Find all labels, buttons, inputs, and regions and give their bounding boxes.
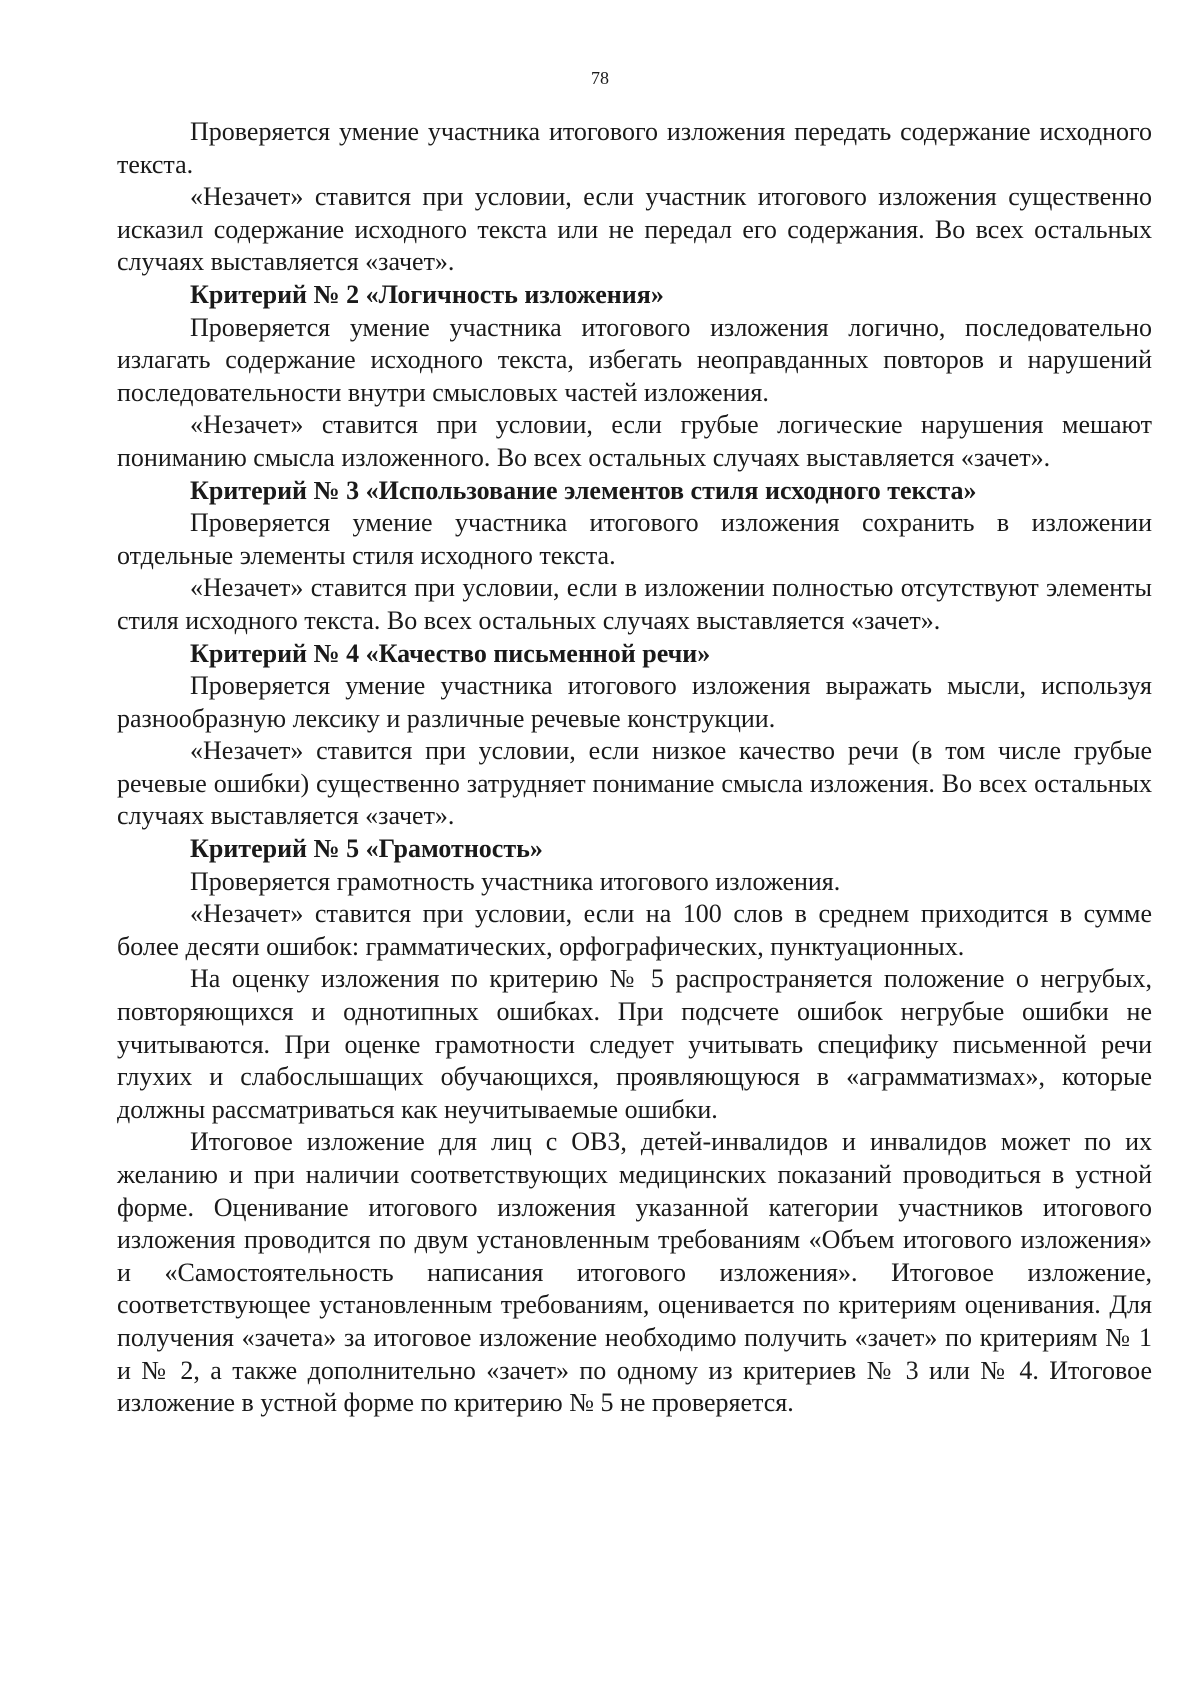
section-heading: Критерий № 4 «Качество письменной речи» (190, 638, 711, 668)
section-heading: Критерий № 5 «Грамотность» (190, 834, 543, 864)
paragraph: «Незачет» ставится при условии, если участник итогового изложения существенно исказил содержание исходного текста или не передал его содержания. Во всех остальных случаях выставляется «зачет». (117, 182, 1152, 277)
paragraph: Проверяется умение участника итогового изложения выражать мысли, используя разнообразную лексику и различные речевые конструкции. (117, 671, 1152, 733)
paragraph: На оценку изложения по критерию № 5 распространяется положение о негрубых, повторяющихся и однотипных ошибках. При подсчете ошибок негрубые ошибки не учитываются. При оценке грамотности следует учитывать специфику письменной речи глухих и слабослышащих обучающихся, проявляющуюся в «аграмматизмах», которые должны рассматриваться как неучитываемые ошибки. (117, 964, 1152, 1124)
paragraph: «Незачет» ставится при условии, если на 100 слов в среднем приходится в сумме более десяти ошибок: грамматических, орфографических, пунктуационных. (117, 899, 1152, 961)
page-number: 78 (591, 68, 609, 88)
section-heading: Критерий № 2 «Логичность изложения» (190, 279, 664, 309)
paragraph: Итоговое изложение для лиц с ОВЗ, детей-инвалидов и инвалидов может по их желанию и при наличии соответствующих медицинских показаний проводиться в устной форме. Оценивание итогового изложения указанной категории участников итогового изложения проводится по двум установленным требованиям «Объем итогового изложения» и «Самостоятельность написания итогового изложения». Итоговое изложение, соответствующее установленным требованиям, оценивается по критериям оценивания. Для получения «зачета» за итоговое изложение необходимо получить «зачет» по критериям № 1 и № 2, а также дополнительно «зачет» по одному из критериев № 3 или № 4. Итоговое изложение в устной форме по критерию № 5 не проверяется. (117, 1127, 1152, 1418)
paragraph: Проверяется грамотность участника итогового изложения. (190, 866, 841, 896)
paragraph: Проверяется умение участника итогового изложения передать содержание исходного текста. (117, 117, 1152, 179)
paragraph: «Незачет» ставится при условии, если грубые логические нарушения мешают пониманию смысла изложенного. Во всех остальных случаях выставляется «зачет». (117, 410, 1152, 472)
section-heading: Критерий № 3 «Использование элементов стиля исходного текста» (190, 475, 977, 505)
paragraph: «Незачет» ставится при условии, если низкое качество речи (в том числе грубые речевые ошибки) существенно затрудняет понимание смысла изложения. Во всех остальных случаях выставляется «зачет». (117, 736, 1152, 831)
document-body (117, 116, 1152, 1420)
paragraph: Проверяется умение участника итогового изложения сохранить в изложении отдельные элементы стиля исходного текста. (117, 508, 1152, 570)
paragraph: Проверяется умение участника итогового изложения логично, последовательно излагать содержание исходного текста, избегать неоправданных повторов и нарушений последовательности внутри смысловых частей изложения. (117, 312, 1152, 407)
paragraph: «Незачет» ставится при условии, если в изложении полностью отсутствуют элементы стиля исходного текста. Во всех остальных случаях выставляется «зачет». (117, 573, 1152, 635)
